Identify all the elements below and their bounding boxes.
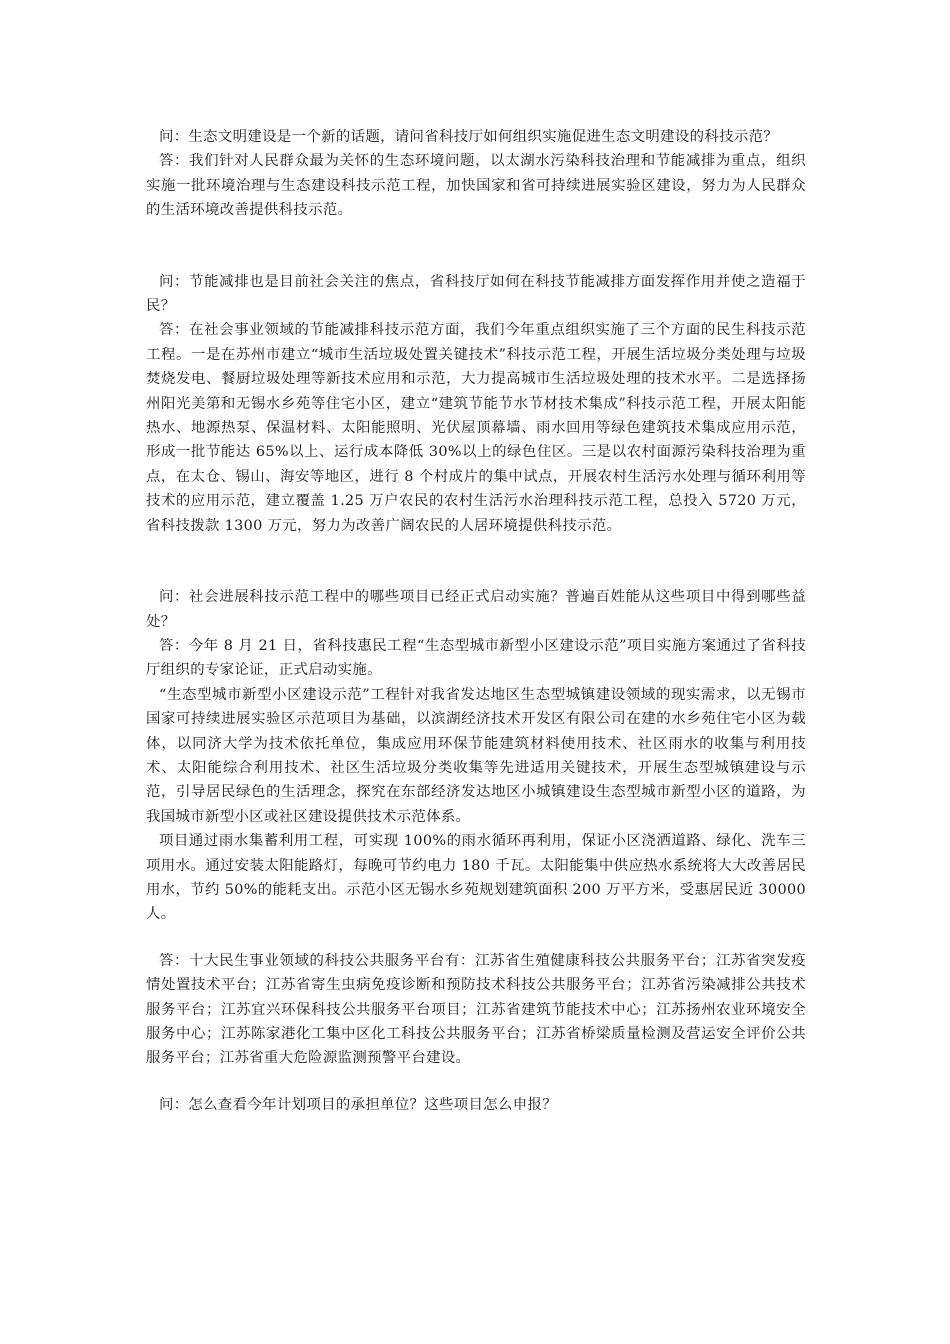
qa-section-ecological-civilization — [146, 125, 806, 223]
answer-paragraph: 答：在社会事业领域的节能减排科技示范方面，我们今年重点组织实施了三个方面的民生科技示范工程。一是在苏州市建立“城市生活垃圾处置关键技术”科技示范工程，开展生活垃圾分类处理与垃圾焚烧发电、餐厨垃圾处理等新技术应用和示范，大力提高城市生活垃圾处理的技术水平。二是选择扬州阳光美第和无锡水乡苑等住宅小区，建立“建筑节能节水节材技术集成”科技示范工程，开展太阳能热水、地源热泵、保温材料、太阳能照明、光伏屋顶幕墙、雨水回用等绿色建筑技术集成应用示范，形成一批节能达 65%以上、运行成本降低 30%以上的绿色住区。三是以农村面源污染科技治理为重点，在太仓、锡山、海安等地区，进行 8 个村成片的集中试点，开展农村生活污水处理与循环利用等技术的应用示范，建立覆盖 1.25 万户农民的农村生活污水治理科技示范工程，总投入 5720 万元，省科技拨款 1300 万元，努力为改善广阔农民的人居环境提供科技示范。 — [146, 322, 806, 534]
section-spacer — [146, 538, 806, 585]
qa-section-demonstration-projects — [146, 585, 806, 927]
section-spacer — [146, 223, 806, 270]
question-paragraph: 问：怎么查看今年计划项目的承担单位？这些项目怎么申报？ — [158, 1096, 557, 1113]
answer-paragraph: 答：我们针对人民群众最为关怀的生态环境问题，以太湖水污染科技治理和节能减排为重点，组织实施一批环境治理与生态建设科技示范工程，加快国家和省可持续进展实验区建设，努力为人民群众的生活环境改善提供科技示范。 — [146, 153, 806, 219]
qa-section-project-application — [146, 1093, 806, 1117]
section-spacer — [146, 927, 806, 949]
body-paragraph: 项目通过雨水集蓄利用工程，可实现 100%的雨水循环再利用，保证小区浇洒道路、绿化、洗车三项用水。通过安装太阳能路灯，每晚可节约电力 180 千瓦。太阳能集中供应热水系统将大大改善居民用水，节约 50%的能耗支出。示范小区无锡水乡苑规划建筑面积 200 万平方米，受惠居民近 30000 人。 — [146, 833, 806, 923]
document-page — [146, 125, 806, 1117]
answer-paragraph: 答：十大民生事业领域的科技公共服务平台有：江苏省生殖健康科技公共服务平台；江苏省突发疫情处置技术平台；江苏省寄生虫病免疫诊断和预防技术科技公共服务平台；江苏省污染减排公共技术服务平台；江苏宜兴环保科技公共服务平台项目；江苏省建筑节能技术中心；江苏扬州农业环境安全服务中心；江苏陈家港化工集中区化工科技公共服务平台；江苏省桥梁质量检测及营运安全评价公共服务平台；江苏省重大危险源监测预警平台建设。 — [146, 952, 806, 1067]
qa-section-energy-saving — [146, 270, 806, 538]
question-paragraph: 问：社会进展科技示范工程中的哪些项目已经正式启动实施？普遍百姓能从这些项目中得到哪些益处？ — [146, 589, 806, 630]
section-spacer — [146, 1071, 806, 1093]
answer-paragraph: 答：今年 8 月 21 日，省科技惠民工程“生态型城市新型小区建设示范”项目实施方案通过了省科技厅组织的专家论证，正式启动实施。 — [146, 637, 806, 679]
qa-section-service-platforms — [146, 949, 806, 1071]
question-paragraph: 问：节能减排也是目前社会关注的焦点，省科技厅如何在科技节能减排方面发挥作用并使之造福于民？ — [146, 273, 806, 315]
question-paragraph: 问：生态文明建设是一个新的话题，请问省科技厅如何组织实施促进生态文明建设的科技示范？ — [158, 129, 779, 145]
body-paragraph: “生态型城市新型小区建设示范”工程针对我省发达地区生态型城镇建设领域的现实需求，以无锡市国家可持续进展实验区示范项目为基础，以滨湖经济技术开发区有限公司在建的水乡苑住宅小区为载体，以同济大学为技术依托单位，集成应用环保节能建筑材料使用技术、社区雨水的收集与利用技术、太阳能综合利用技术、社区生活垃圾分类收集等先进适用关键技术，开展生态型城镇建设与示范，引导居民绿色的生活理念，探究在东部经济发达地区小城镇建设生态型城市新型小区的道路，为我国城市新型小区或社区建设提供技术示范体系。 — [146, 686, 806, 825]
